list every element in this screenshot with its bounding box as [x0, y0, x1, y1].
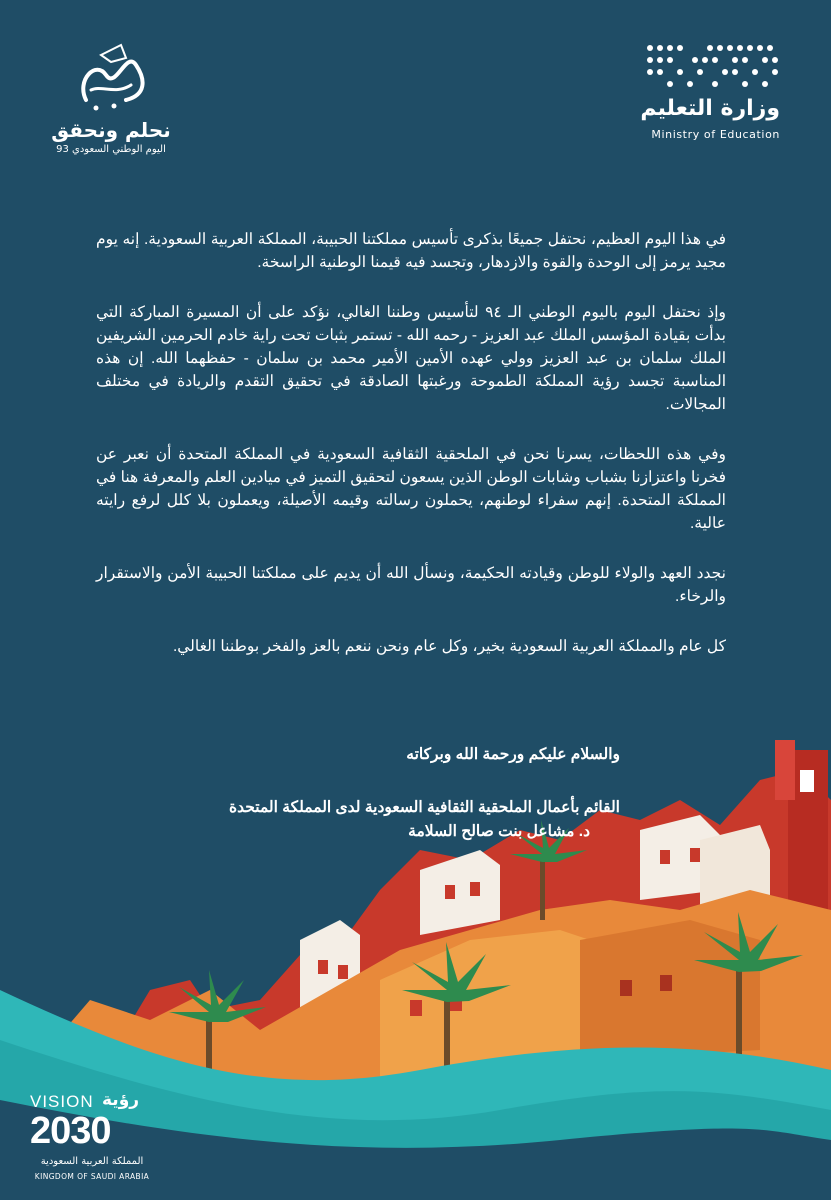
letter-body — [96, 228, 726, 685]
national-day-calligraphy-icon — [66, 40, 156, 115]
ministry-dots-icon — [640, 40, 790, 90]
vision-word: VISION — [30, 1092, 94, 1111]
ministry-name-ar: وزارة التعليم — [640, 96, 780, 121]
vision-year: 2030 — [30, 1110, 111, 1152]
letter-paragraph: نجدد العهد والولاء للوطن وقيادته الحكيمة، ونسأل الله أن يديم على مملكتنا الحبيبة الأمن والاستقرار والرخاء. — [96, 565, 726, 605]
letter-paragraph: وفي هذه اللحظات، يسرنا نحن في الملحقية الثقافية السعودية في المملكة المتحدة أن نعبر عن فخرنا واعتزازنا بشباب وشابات الوطن الذين يسعون لتحقيق التميز في ميادين العلم والمعرفة هنا في المملكة المتحدة. إنهم سفراء لوطنهم، يحملون رسالته وقيمه الأصيلة، ويعملون بلا كلل لرفع رايته عالية. — [96, 446, 726, 532]
letter-paragraph: كل عام والمملكة العربية السعودية بخير، وكل عام ونحن ننعم بالعز والفخر بوطننا الغالي. — [172, 638, 726, 655]
letter-paragraph: في هذا اليوم العظيم، نحتفل جميعًا بذكرى تأسيس مملكتنا الحبيبة، المملكة العربية السعودية. إنه يوم مجيد يرمز إلى الوحدة والقوة والازدهار، وتجسد فيه قيمنا الوطنية الراسخة. — [96, 231, 726, 271]
signature-title: القائم بأعمال الملحقية الثقافية السعودية لدى المملكة المتحدة — [229, 799, 620, 816]
vision-2030-logo — [24, 1092, 164, 1188]
national-day-subtitle: اليوم الوطني السعودي 93 — [56, 144, 166, 155]
vision-word-ar: رؤية — [102, 1090, 140, 1110]
kingdom-name-en: KINGDOM OF SAUDI ARABIA — [34, 1172, 150, 1181]
national-day-title: نحلم ونحقق — [51, 118, 171, 142]
letter-paragraph: وإذ نحتفل اليوم باليوم الوطني الـ ٩٤ لتأسيس وطننا الغالي، نؤكد على أن المسيرة المباركة التي بدأت بقيادة المؤسس الملك عبد العزيز - رحمه الله - تستمر بثبات تحت راية خادم الحرمين الشريفين الملك سلمان بن عبد العزيز وولي عهده الأمين الأمير محمد بن سلمان - حفظهما الله. إن هذه المناسبة تجسد رؤية المملكة الطموحة ورغبتها الصادقة في تحقيق التقدم والريادة في مختلف المجالات. — [96, 304, 726, 413]
kingdom-name-ar: المملكة العربية السعودية — [40, 1156, 144, 1167]
signature-name: د. مشاعل بنت صالح السلامة — [408, 823, 590, 840]
national-day-logo — [36, 40, 186, 165]
closing-greeting: والسلام عليكم ورحمة الله وبركاته — [406, 746, 620, 763]
ministry-of-education-logo — [630, 40, 790, 150]
ministry-name-en: Ministry of Education — [651, 128, 780, 141]
